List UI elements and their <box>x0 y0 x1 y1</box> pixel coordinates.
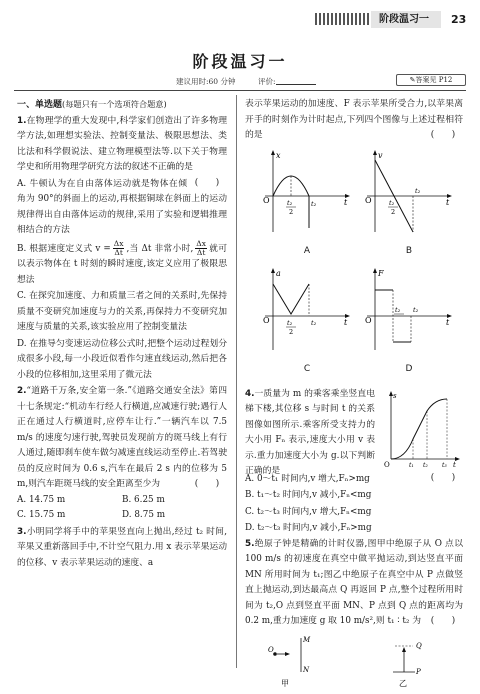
q5-label-p: P <box>416 667 421 676</box>
graph-b-axis-label: v <box>378 150 383 160</box>
fraction-dx-dt <box>113 240 125 257</box>
question-1 <box>17 114 227 188</box>
answer-parentheses: ( ) <box>430 616 456 626</box>
graph-d-half-n: t₂ <box>395 305 401 314</box>
graph-d-axis-label: F <box>378 268 384 278</box>
graph-b <box>361 148 457 256</box>
question-stem: 绝原子钟是精确的计时仪器,图甲中绝原子从 O 点以 100 m/s 的初速度在真空中做平抛运动,到达竖直平面 MN 所用时间为 t₁;图乙中绝原子在真空中从 P 点做竖直上抛运动,到达最高点 Q 再返回 P 点,整个过程所用时间为 t₂,O 点到竖直平面 MN、P 点到 Q 点的距离均为 0.2 m,重力加速度 g 取 10 m/s²,则 t₁ ∶ t₂ 为 <box>245 538 463 626</box>
fraction-numerator: Δx <box>196 238 206 248</box>
fraction-denominator: Δt <box>196 247 206 257</box>
graph-b-half-n: t₂ <box>389 198 395 207</box>
question-stem: 在物理学的重大发现中,科学家们创造出了许多物理学方法,如理想实验法、控制变量法、极限思想法、类比法和科学假说法、建立物理模型法等.以下关于物理学史和所用物理学研究方法的叙述不正确的是 <box>17 115 227 172</box>
question-stem: 一质量为 m 的乘客乘坐竖直电梯下楼,其位移 s 与时间 t 的关系图像如图所示.乘客所受支持力的大小用 Fₙ 表示,速度大小用 v 表示.重力加速度大小为 g.以下判断正确的是 <box>245 388 375 476</box>
graph-c-full: t₂ <box>311 318 317 327</box>
q5-label-m: M <box>303 635 311 644</box>
q4-option-a: A. 0～t₁ 时间内,v 增大,Fₙ>mg <box>245 473 370 484</box>
column-divider <box>236 95 237 668</box>
pen-icon: ✎ <box>409 76 416 84</box>
header-stripes <box>315 13 370 25</box>
graph-b-label: B <box>405 245 413 256</box>
right-column <box>245 97 463 688</box>
answer-parentheses: ( ) <box>194 479 220 489</box>
question-5 <box>245 537 463 630</box>
q2-option-b: B. 6.25 m <box>122 494 165 505</box>
section-note: (每题只有一个选项符合题意) <box>62 99 167 109</box>
page-header <box>315 10 480 29</box>
header-rule <box>14 90 466 91</box>
q1-option-c: C. 在探究加速度、力和质量三者之间的关系时,先保持质量不变研究加速度与力的关系,再保持力不变研究加速度与质量的关系,该实验应用了控制变量法 <box>17 291 227 332</box>
graph-b-origin: O <box>365 195 372 205</box>
answer-parentheses: ( ) <box>430 130 456 140</box>
answer-parentheses: ( ) <box>194 177 220 188</box>
q4-axis-s: s <box>393 391 397 400</box>
q4-option-b: B. t₁～t₂ 时间内,v 减小,Fₙ<mg <box>245 490 372 500</box>
question-stem-continued: 表示苹果运动的加速度、F 表示苹果所受合力,以苹果离开手的时刻作为计时起点,下列四个图像与上述过程相符的是 <box>245 99 463 140</box>
q2-option-c: C. 15.75 m <box>17 510 66 520</box>
graph-a-t-label: t <box>344 197 348 207</box>
graph-c-origin: O <box>263 315 270 325</box>
question-4 <box>245 387 463 476</box>
q2-options-row-1 <box>17 493 227 509</box>
section-heading <box>17 97 227 114</box>
graph-a <box>259 148 355 256</box>
graph-a-axis-label: x <box>276 150 281 160</box>
question-stem: 小明同学将手中的苹果竖直向上抛出,经过 t₂ 时间,苹果又重新落回手中,不计空气阻力.用 x 表示苹果运动的位移、v 表示苹果运动的速度、a <box>17 526 227 568</box>
question-number: 4. <box>245 388 255 399</box>
graph-d-label: D <box>405 363 413 374</box>
q3-graphs <box>245 146 463 386</box>
question-2 <box>17 384 227 493</box>
graph-d <box>361 266 457 374</box>
q1-option-d: D. 在推导匀变速运动位移公式时,把整个运动过程划分成很多小段,每一小段近似看作匀速直线运动,然后把各小段的位移相加,这里采用了微元法 <box>17 338 227 380</box>
graph-d-plot <box>361 266 457 364</box>
graph-c-label: C <box>303 363 311 374</box>
q2-options-row-2 <box>17 508 227 524</box>
q1-option-b-post: 就可以表示物体在 t 时刻的瞬时速度,该定义应用了极限思想法 <box>17 243 227 285</box>
score-blank <box>276 84 316 85</box>
question-3 <box>17 525 227 572</box>
graph-d-origin: O <box>365 315 372 325</box>
graph-b-full: t₂ <box>415 186 421 195</box>
q4-axis-t: t <box>453 460 456 469</box>
q4-tick-t1: t₁ <box>409 461 414 469</box>
q5-label-q: Q <box>416 641 422 650</box>
section-title: 一、单选题 <box>17 100 63 110</box>
graph-c <box>259 266 355 374</box>
graph-c-plot <box>259 266 355 364</box>
graph-c-axis-label: a <box>276 268 281 278</box>
question-3-continued <box>245 97 463 144</box>
question-4-text <box>245 387 375 480</box>
graph-b-plot <box>361 148 457 246</box>
question-stem: “道路千万条,安全第一条.”《道路交通安全法》第四十七条规定:“机动车行经人行横道,应减速行驶;遇行人正在通过人行横道时,应停车让行.”一辆汽车以 7.5 m/s 的速度匀速行驶,驾驶员发现前方的斑马线上有行人通过,随即刹车使车做匀减速直线运动至停止.若驾驶员的反应时间为 0.6 s,汽车在最后 2 s 内的位移为 5 m,则汽车距斑马线的安全距离至少为 <box>17 386 227 489</box>
graph-b-t-label: t <box>446 197 450 207</box>
graph-a-full: t₂ <box>311 199 317 208</box>
page-number: 23 <box>451 13 467 26</box>
question-number: 5. <box>245 538 255 549</box>
q5-diagram <box>245 632 463 688</box>
graph-d-full: t₂ <box>413 305 419 314</box>
q5-figures <box>245 632 463 688</box>
answer-key-box <box>396 74 466 86</box>
q5-label-jia: 甲 <box>281 678 289 688</box>
score-field <box>258 76 316 87</box>
fraction-denominator: Δt <box>114 247 123 257</box>
answer-parentheses: ( ) <box>430 472 456 483</box>
score-label: 评价: <box>258 77 276 86</box>
question-number: 1. <box>17 115 27 126</box>
q4-origin: O <box>384 460 390 469</box>
graph-a-half-n: t₂ <box>287 198 293 207</box>
graph-d-t-label: t <box>446 317 450 327</box>
left-column <box>17 97 227 571</box>
q4-s-t-graph <box>383 389 461 469</box>
graph-c-t-label: t <box>344 317 348 327</box>
q4-option-c: C. t₂～t₃ 时间内,v 增大,Fₙ<mg <box>245 506 372 517</box>
q5-label-yi: 乙 <box>399 678 407 688</box>
page-title: 阶段温习一 <box>192 52 288 71</box>
graph-a-label: A <box>303 245 311 256</box>
q1-option-a: A. 牛顿认为在自由落体运动就是物体在倾角为 90°的斜面上的运动,再根据铜球在斜面上的运动规律得出自由落体运动的规律,采用了实验和逻辑推理相结合的方法 <box>17 178 227 235</box>
suggested-time: 建议用时:60 分钟 <box>176 77 236 86</box>
q4-tick-t3: t₃ <box>442 461 447 469</box>
header-section-title: 阶段温习一 <box>371 11 441 28</box>
graph-a-half-d: 2 <box>289 207 294 216</box>
answer-key-text: 答案见 P12 <box>415 76 453 84</box>
question-number: 3. <box>17 526 27 537</box>
q4-tick-t2: t₂ <box>423 461 428 469</box>
graph-c-half-n: t₂ <box>287 318 293 327</box>
graph-b-half-d: 2 <box>391 207 396 216</box>
q2-option-a: A. 14.75 m <box>17 494 66 505</box>
q5-label-o: O <box>268 645 274 654</box>
q4-option-d: D. t₂～t₃ 时间内,v 减小,Fₙ>mg <box>245 523 372 533</box>
graph-a-plot <box>259 148 355 246</box>
q1-option-b <box>17 240 227 289</box>
q1-option-b-pre: B. 根据速度定义式 v = <box>17 243 111 254</box>
fraction-numerator: Δx <box>113 238 124 248</box>
q1-option-b-mid: ,当 Δt 非常小时, <box>126 243 194 254</box>
question-number: 2. <box>17 386 27 396</box>
q5-label-n: N <box>303 665 310 674</box>
graph-a-origin: O <box>263 195 270 205</box>
fraction-dx-dt-2 <box>195 240 207 257</box>
graph-c-half-d: 2 <box>289 327 294 336</box>
q2-option-d: D. 8.75 m <box>122 510 166 520</box>
